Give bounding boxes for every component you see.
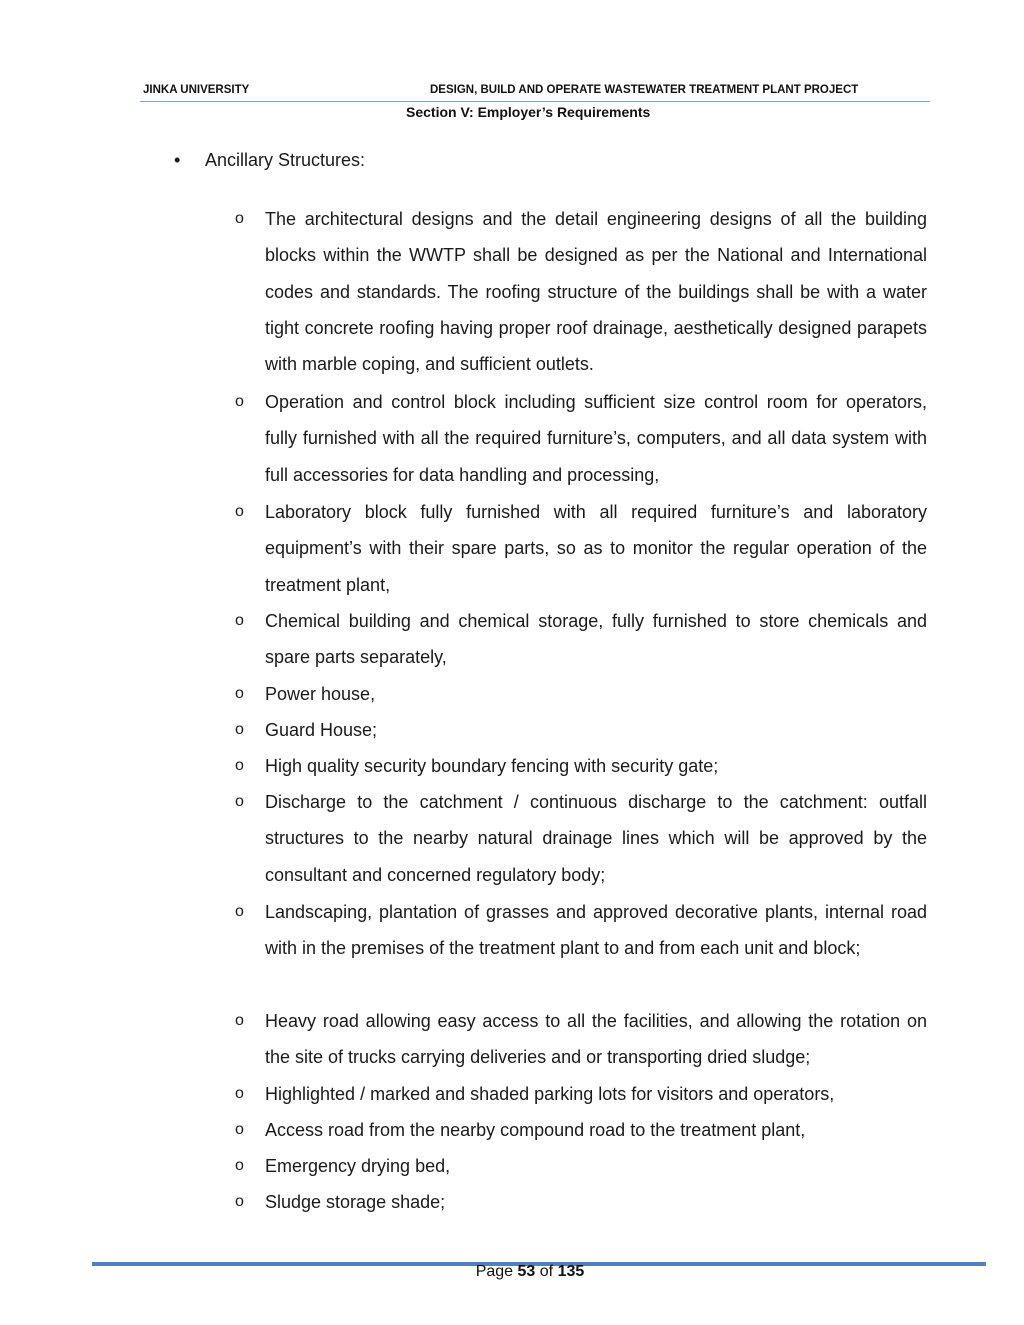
circle-bullet-icon: o xyxy=(235,1121,244,1138)
list-item-text: Emergency drying bed, xyxy=(265,1156,451,1176)
list-item-text: Access road from the nearby compound road to the treatment plant, xyxy=(265,1120,806,1140)
list-item xyxy=(235,1184,927,1220)
page-label: Page xyxy=(475,1263,514,1280)
circle-bullet-icon: o xyxy=(235,1157,244,1174)
list-item-text: Guard House; xyxy=(265,720,378,740)
list-item xyxy=(235,748,927,784)
list-item-text: Power house, xyxy=(265,684,376,704)
header-project-title: DESIGN, BUILD AND OPERATE WASTEWATER TREATMENT PLANT PROJECT xyxy=(430,84,859,96)
heading-ancillary-structures: Ancillary Structures: xyxy=(205,150,366,170)
list-item xyxy=(235,1003,927,1076)
circle-bullet-icon: o xyxy=(235,903,244,920)
list-item-text: Sludge storage shade; xyxy=(265,1192,446,1212)
circle-bullet-icon: o xyxy=(235,793,244,810)
list-item-text: High quality security boundary fencing with security gate; xyxy=(265,756,719,776)
header-divider xyxy=(140,101,930,102)
list-item-text: The architectural designs and the detail engineering designs of all the building blocks within the WWTP shall be designed as per the National and International codes and standards. The roofing structure of the buildings shall be with a water tight concrete roofing having proper roof drainage, aesthetically designed parapets with marble coping, and sufficient outlets. xyxy=(265,209,927,375)
circle-bullet-icon: o xyxy=(235,210,244,227)
list-item xyxy=(235,494,927,603)
page-footer xyxy=(0,1263,1024,1281)
circle-bullet-icon: o xyxy=(235,612,244,629)
circle-bullet-icon: o xyxy=(235,1085,244,1102)
list-item xyxy=(235,894,927,967)
header-organization: JINKA UNIVERSITY xyxy=(143,84,250,96)
list-item-text: Heavy road allowing easy access to all the facilities, and allowing the rotation on the site of trucks carrying deliveries and or transporting dried sludge; xyxy=(265,1011,927,1068)
circle-bullet-icon: o xyxy=(235,1193,244,1210)
circle-bullet-icon: o xyxy=(235,393,244,410)
list-item xyxy=(235,676,927,712)
section-title: Section V: Employer’s Requirements xyxy=(406,104,651,120)
list-item-text: Discharge to the catchment / continuous discharge to the catchment: outfall structures to the nearby natural drainage lines which will be approved by the consultant and concerned regulatory body; xyxy=(265,792,927,885)
list-item xyxy=(235,384,927,493)
bullet-icon: • xyxy=(174,150,181,170)
list-item xyxy=(235,1148,927,1184)
total-pages: 135 xyxy=(557,1263,585,1280)
list-item-text: Operation and control block including sufficient size control room for operators, fully furnished with all the required furniture’s, computers, and all data system with full accessories for data handling and processing, xyxy=(265,392,927,485)
circle-bullet-icon: o xyxy=(235,721,244,738)
list-item xyxy=(235,712,927,748)
of-label: of xyxy=(539,1263,554,1280)
list-item xyxy=(235,1076,927,1112)
circle-bullet-icon: o xyxy=(235,1012,244,1029)
list-item-text: Highlighted / marked and shaded parking lots for visitors and operators, xyxy=(265,1084,835,1104)
list-item-text: Laboratory block fully furnished with all required furniture’s and laboratory equipment’s with their spare parts, so as to monitor the regular operation of the treatment plant, xyxy=(265,502,927,595)
list-item-text: Chemical building and chemical storage, fully furnished to store chemicals and spare parts separately, xyxy=(265,611,927,668)
circle-bullet-icon: o xyxy=(235,757,244,774)
page-number: 53 xyxy=(517,1263,536,1280)
circle-bullet-icon: o xyxy=(235,503,244,520)
list-item xyxy=(235,201,927,382)
list-item-text: Landscaping, plantation of grasses and approved decorative plants, internal road with in the premises of the treatment plant to and from each unit and block; xyxy=(265,902,927,959)
list-item xyxy=(235,1112,927,1148)
list-item xyxy=(235,784,927,893)
list-item xyxy=(235,603,927,676)
circle-bullet-icon: o xyxy=(235,685,244,702)
